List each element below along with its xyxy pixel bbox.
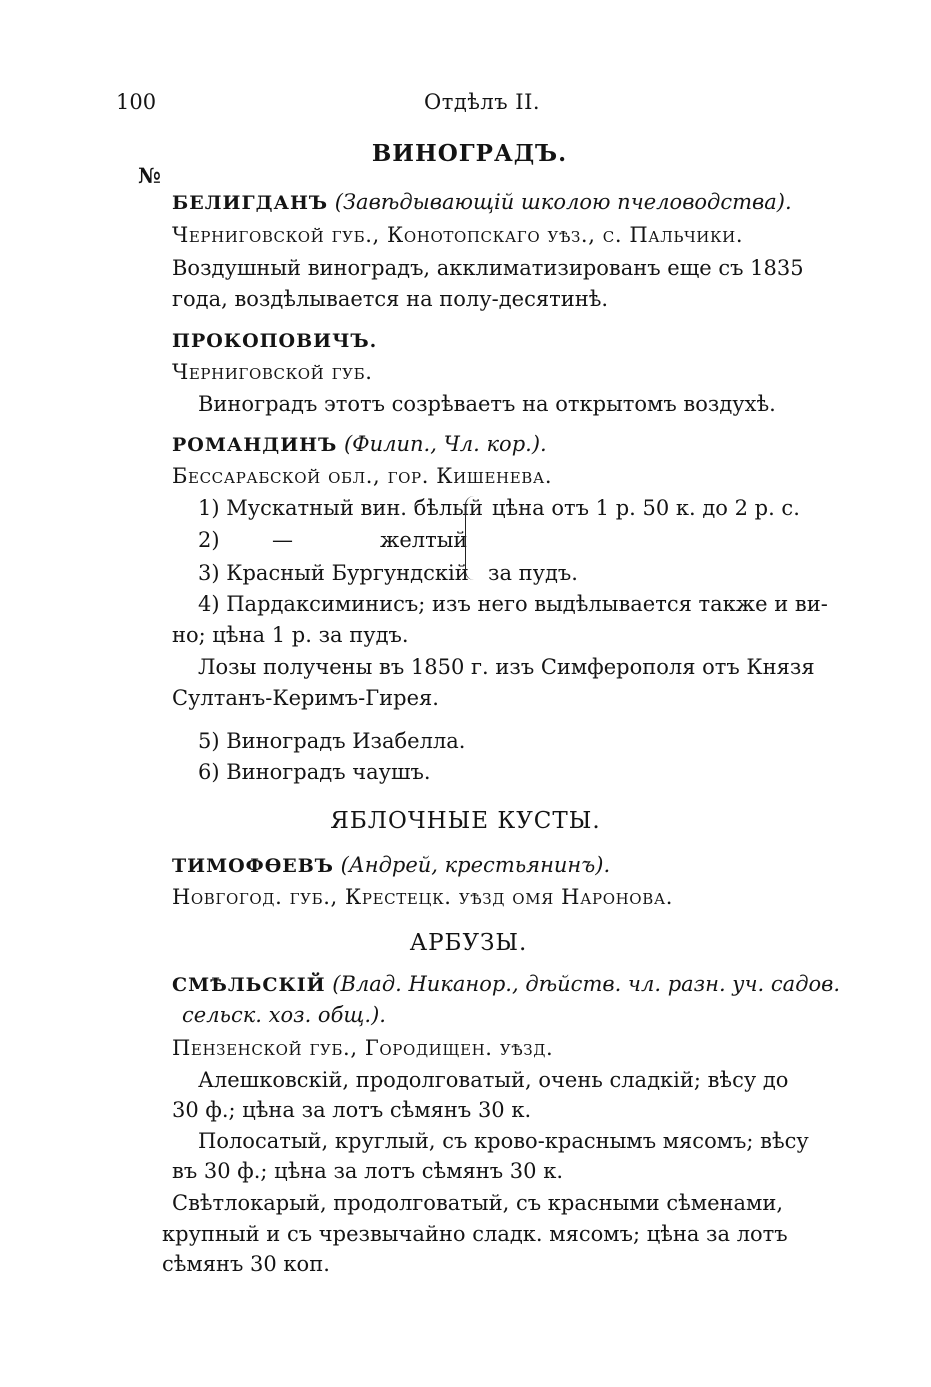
entry-romandin-heading [172, 434, 547, 455]
entry-role: (Андрей, крестьянинъ). [340, 853, 611, 877]
entry-description: Полосатый, круглый, съ крово-краснымъ мясомъ; вѣсу [198, 1129, 809, 1153]
entry-name: БЕЛИГДАНЪ [172, 192, 329, 214]
curly-brace [465, 496, 478, 580]
entry-smelsky-heading [172, 974, 840, 995]
entry-description: Виноградъ этотъ созрѣваетъ на открытомъ воздухѣ. [198, 392, 776, 416]
list-item: но; цѣна 1 р. за пудъ. [172, 623, 409, 647]
number-column-mark: № [138, 163, 161, 188]
entry-description: года, воздѣлывается на полу-десятинѣ. [172, 287, 609, 311]
entry-description: крупный и съ чрезвычайно сладк. мясомъ; цѣна за лотъ [162, 1222, 788, 1246]
entry-description: Воздушный виноградъ, акклиматизированъ еще съ 1835 [172, 256, 804, 280]
list-item: 1) Мускатный вин. бѣлый [198, 496, 484, 520]
price-text: цѣна отъ 1 р. 50 к. до 2 р. с. [492, 496, 800, 520]
list-item: желтый [380, 528, 468, 552]
entry-name: РОМАНДИНЪ [172, 434, 338, 456]
entry-description: Султанъ-Керимъ-Гирея. [172, 686, 439, 710]
list-item: 6) Виноградъ чаушъ. [198, 760, 431, 784]
entry-description: Лозы получены въ 1850 г. изъ Симферополя отъ Князя [198, 655, 815, 679]
list-item: 5) Виноградъ Изабелла. [198, 729, 466, 753]
page-number: 100 [116, 90, 157, 114]
entry-location: Черниговской губ., Конотопскаго уѣз., с. Пальчики. [172, 223, 744, 247]
entry-name: СМѢЛЬСКІЙ [172, 974, 326, 996]
section-title-apples: ЯБЛОЧНЫЕ КУСТЫ. [330, 808, 601, 834]
list-item: 2) [198, 528, 220, 552]
list-item: 3) Красный Бургундскій [198, 561, 469, 585]
entry-role: (Завѣдывающій школою пчеловодства). [334, 190, 792, 214]
entry-role: (Влад. Никанор., дѣйств. чл. разн. уч. садов. [332, 972, 841, 996]
section-title-watermelons: АРБУЗЫ. [409, 930, 528, 956]
entry-location: Черниговской губ. [172, 360, 373, 384]
running-header: Отдѣлъ II. [424, 90, 541, 114]
entry-name: ТИМОФѲЕВЪ [172, 855, 334, 877]
entry-role: (Филип., Чл. кор.). [343, 432, 547, 456]
entry-role: сельск. хоз. общ.). [182, 1003, 386, 1027]
entry-name: ПРОКОПОВИЧЪ. [172, 330, 378, 352]
entry-description: 30 ф.; цѣна за лотъ сѣмянъ 30 к. [172, 1098, 532, 1122]
price-text: за пудъ. [488, 561, 578, 585]
ditto-mark: — [272, 528, 293, 552]
entry-location: Новгогод. губ., Крестецк. уѣзд омя Наронова. [172, 885, 674, 909]
section-title-grapes: ВИНОГРАДЪ. [371, 140, 568, 167]
list-item: 4) Пардаксиминисъ; изъ него выдѣлывается также и ви- [198, 592, 828, 616]
entry-description: Свѣтлокарый, продолговатый, съ красными сѣменами, [172, 1191, 784, 1215]
entry-location: Бессарабской обл., гор. Кишенева. [172, 464, 553, 488]
entry-description: сѣмянъ 30 коп. [162, 1252, 330, 1276]
entry-location: Пензенской губ., Городищен. уѣзд. [172, 1036, 554, 1060]
entry-beligdan-heading [172, 192, 792, 213]
entry-description: въ 30 ф.; цѣна за лотъ сѣмянъ 30 к. [172, 1159, 564, 1183]
entry-description: Алешковскій, продолговатый, очень сладкій; вѣсу до [198, 1068, 789, 1092]
entry-timofeev-heading [172, 855, 610, 876]
